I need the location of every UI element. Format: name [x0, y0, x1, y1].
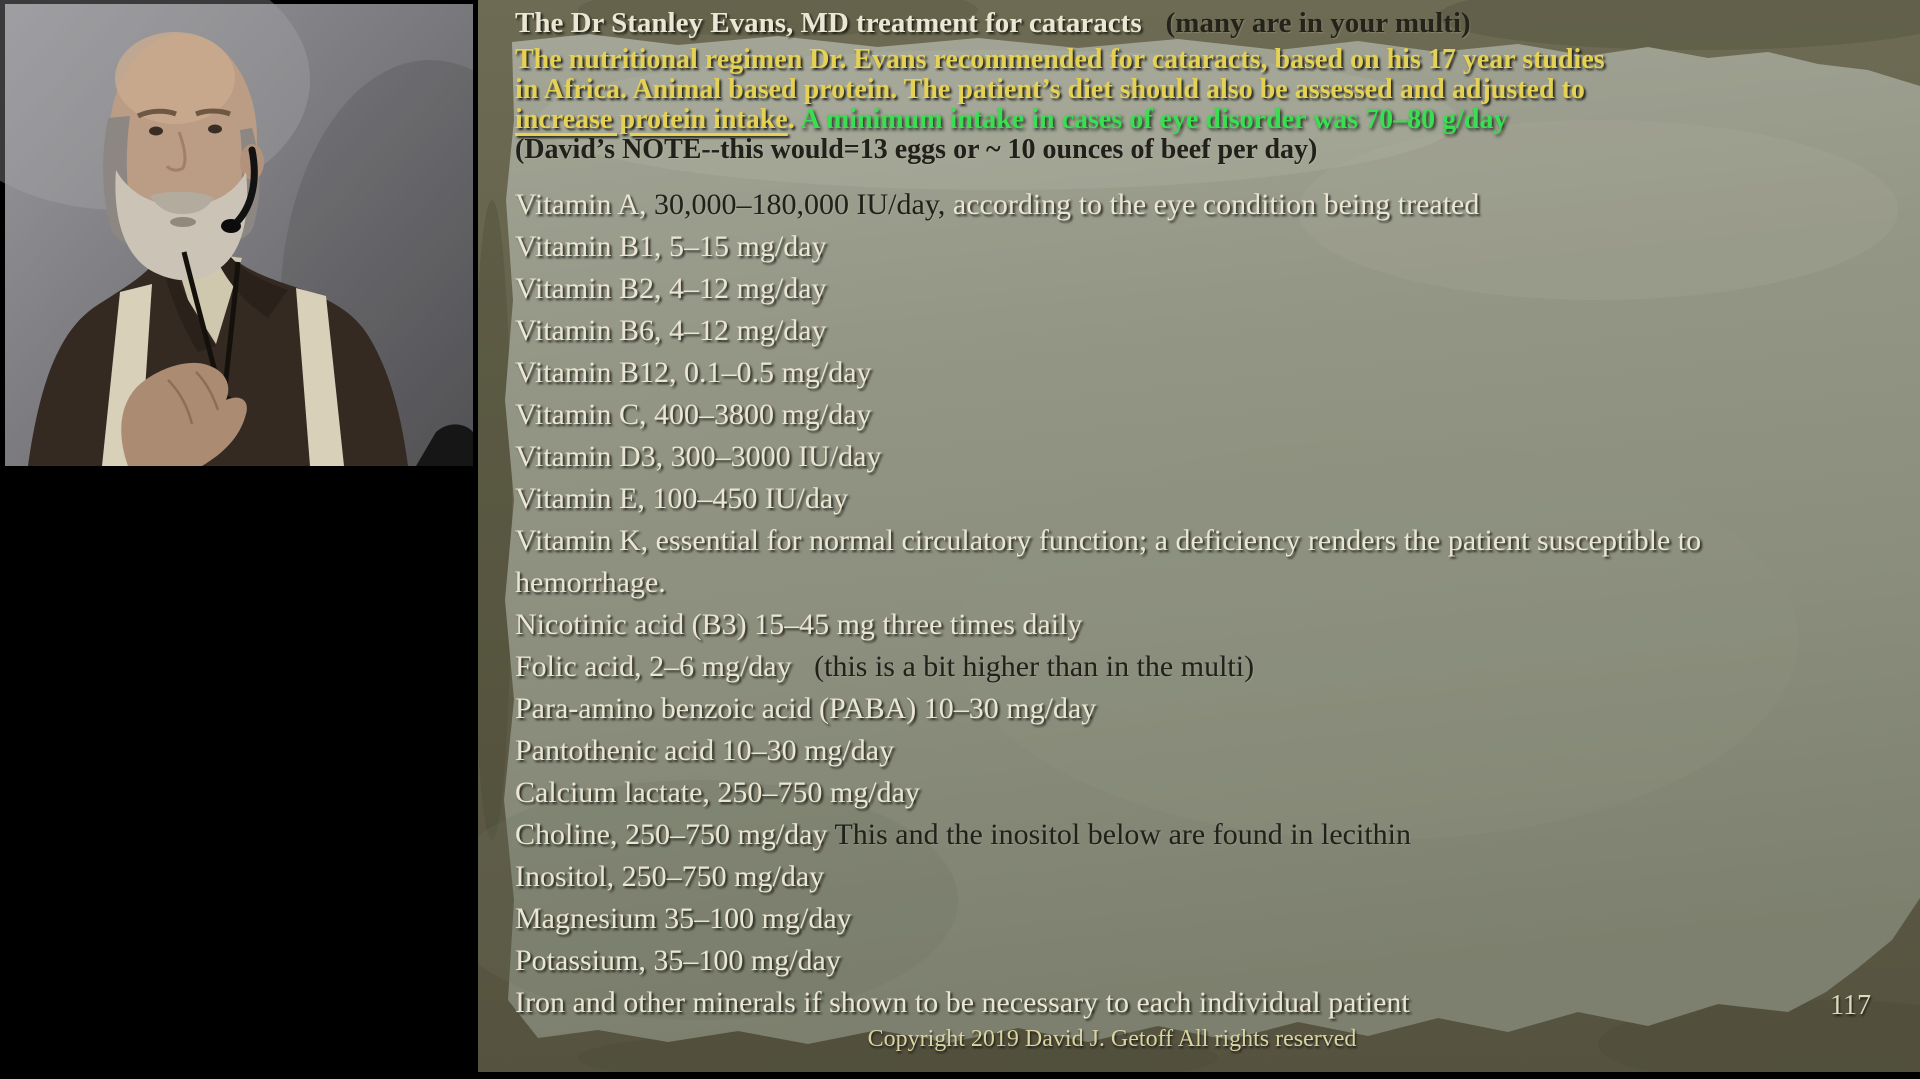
slide-title: The Dr Stanley Evans, MD treatment for cataracts — [515, 7, 1142, 39]
slide-list-item — [515, 352, 1910, 394]
text-segment: . — [787, 104, 801, 135]
slide-list-item — [515, 982, 1910, 1024]
slide-list-item — [515, 688, 1910, 730]
text-segment: Iron and other minerals if shown to be necessary to each individual patient — [515, 986, 1410, 1019]
intro-block — [515, 45, 1905, 165]
intro-line — [515, 105, 1905, 135]
text-segment: Choline, 250–750 mg/day — [515, 818, 835, 851]
slide-list-item — [515, 520, 1910, 562]
text-segment: (this is a bit higher than in the multi) — [814, 650, 1255, 683]
eye-left — [149, 127, 163, 136]
text-segment: Vitamin K, essential for normal circulatory function; a deficiency renders the patient susceptible to — [515, 524, 1702, 557]
eye-right — [208, 125, 222, 134]
text-segment: in Africa. Animal based protein. The patient’s diet should also be assessed and adjusted to — [515, 74, 1585, 105]
text-segment: Vitamin B12, 0.1–0.5 mg/day — [515, 356, 872, 389]
text-segment: Vitamin B6, 4–12 mg/day — [515, 314, 827, 347]
slide-list-item — [515, 814, 1910, 856]
text-segment: according to the eye condition being treated — [945, 188, 1480, 221]
text-segment: Nicotinic acid (B3) 15–45 mg three times daily — [515, 608, 1083, 641]
text-segment: Pantothenic acid 10–30 mg/day — [515, 734, 895, 767]
slide-list-item — [515, 268, 1910, 310]
slide — [478, 0, 1920, 1072]
copyright-text: Copyright 2019 David J. Getoff All rights reserved — [867, 1026, 1357, 1052]
text-segment: Potassium, 35–100 mg/day — [515, 944, 841, 977]
slide-list-item — [515, 730, 1910, 772]
mouth — [170, 217, 196, 227]
text-segment: The nutritional regimen Dr. Evans recommended for cataracts, based on his 17 year studies — [515, 44, 1605, 75]
text-segment: Vitamin B1, 5–15 mg/day — [515, 230, 827, 263]
slide-list-item — [515, 646, 1910, 688]
page-number: 117 — [1830, 990, 1871, 1021]
headset-mic-icon — [221, 219, 241, 233]
slide-list-item — [515, 562, 1910, 604]
slide-list-item — [515, 856, 1910, 898]
text-segment: Vitamin B2, 4–12 mg/day — [515, 272, 827, 305]
text-segment: (David’s NOTE--this would=13 eggs or ~ 10 ounces of beef per day) — [515, 134, 1318, 165]
left-column — [0, 0, 478, 1079]
text-segment: This and the inositol below are found in lecithin — [834, 818, 1412, 851]
text-segment: increase protein intake — [515, 104, 788, 135]
slide-list-item — [515, 310, 1910, 352]
slide-list-item — [515, 940, 1910, 982]
text-segment: 30,000–180,000 IU/day, — [654, 188, 946, 221]
slide-list-item — [515, 226, 1910, 268]
intro-line — [515, 75, 1905, 105]
slide-list-item — [515, 772, 1910, 814]
slide-title-line — [515, 4, 1471, 42]
text-segment: Calcium lactate, 250–750 mg/day — [515, 776, 920, 809]
text-segment: Inositol, 250–750 mg/day — [515, 860, 825, 893]
text-segment: Para-amino benzoic acid (PABA) 10–30 mg/day — [515, 692, 1097, 725]
slide-list-item — [515, 898, 1910, 940]
text-segment: hemorrhage. — [515, 566, 666, 599]
slide-title-note: (many are in your multi) — [1165, 7, 1471, 39]
slide-list-item — [515, 436, 1910, 478]
vitamin-list — [515, 184, 1910, 1024]
text-segment: Vitamin E, 100–450 IU/day — [515, 482, 849, 515]
intro-line — [515, 135, 1905, 165]
text-segment: Vitamin D3, 300–3000 IU/day — [515, 440, 882, 473]
text-segment: Folic acid, 2–6 mg/day — [515, 650, 815, 683]
text-segment: Vitamin C, 400–3800 mg/day — [515, 398, 872, 431]
slide-list-item — [515, 184, 1910, 226]
text-segment: Magnesium 35–100 mg/day — [515, 902, 852, 935]
presenter-webcam — [0, 0, 478, 470]
intro-line — [515, 45, 1905, 75]
slide-list-item — [515, 478, 1910, 520]
text-segment: Vitamin A, — [515, 188, 655, 221]
slide-list-item — [515, 604, 1910, 646]
slide-list-item — [515, 394, 1910, 436]
text-segment: A minimum intake in cases of eye disorder was 70–80 g/day — [800, 104, 1508, 135]
